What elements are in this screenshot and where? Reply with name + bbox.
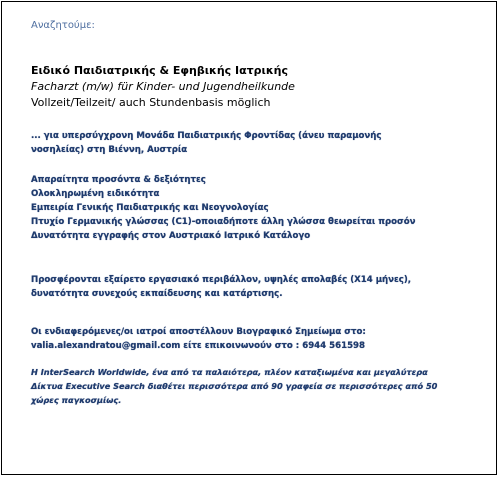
spacer: [31, 301, 473, 325]
footer-line-1: H InterSearch Worldwide, ένα από τα παλαιότερα, πλέον καταξιωμένα και μεγαλύτερα: [31, 367, 428, 377]
document-content: [31, 20, 473, 407]
spacer: [31, 157, 473, 173]
requirement-item: Δυνατότητα εγγραφής στον Αυστριακό Ιατρικό Κατάλογο: [31, 231, 311, 241]
page-frame: [1, 1, 497, 475]
spacer: [31, 111, 473, 129]
footer-line-3: χώρες παγκοσμίως.: [31, 395, 122, 405]
employment-type: Vollzeit/Teilzeit/ auch Stundenbasis möglich: [31, 96, 271, 109]
requirement-heading: Απαραίτητα προσόντα & δεξιότητες: [31, 175, 206, 185]
header-label: Αναζητούμε:: [31, 20, 95, 31]
spacer: [31, 243, 473, 273]
requirement-item: Πτυχίο Γερμανικής γλώσσας (C1)-οποιαδήποτε άλλη γλώσσα θεωρείται προσόν: [31, 217, 416, 227]
offer-line-2: δυνατότητα συνεχούς εκπαίδευσης και κατάρτισης.: [31, 289, 283, 299]
offer-line-1: Προσφέρονται εξαίρετο εργασιακό περιβάλλον, υψηλές απολαβές (Χ14 μήνες),: [31, 275, 412, 285]
footer-line-2: Δίκτυα Executive Search διαθέτει περισσότερα από 90 γραφεία σε περισσότερες από 50: [31, 381, 438, 391]
position-line-2: νοσηλείας) στη Βιέννη, Αυστρία: [31, 145, 188, 155]
spacer: [31, 353, 473, 365]
job-subtitle-german: Facharzt (m/w) für Kinder- und Jugendheilkunde: [31, 80, 295, 93]
position-line-1: ... για υπερσύγχρονη Μονάδα Παιδιατρικής Φροντίδας (άνευ παραμονής: [31, 131, 382, 141]
contact-line-2: valia.alexandratou@gmail.com είτε επικοινωνούν στο : 6944 561598: [31, 341, 366, 351]
contact-line-1: Οι ενδιαφερόμενες/οι ιατροί αποστέλλουν Βιογραφικό Σημείωμα στο:: [31, 327, 366, 337]
job-title: Ειδικό Παιδιατρικής & Εφηβικής Ιατρικής: [31, 64, 288, 77]
requirement-item: Εμπειρία Γενικής Παιδιατρικής και Νεογνολογίας: [31, 203, 269, 213]
requirement-item: Ολοκληρωμένη ειδικότητα: [31, 189, 160, 199]
